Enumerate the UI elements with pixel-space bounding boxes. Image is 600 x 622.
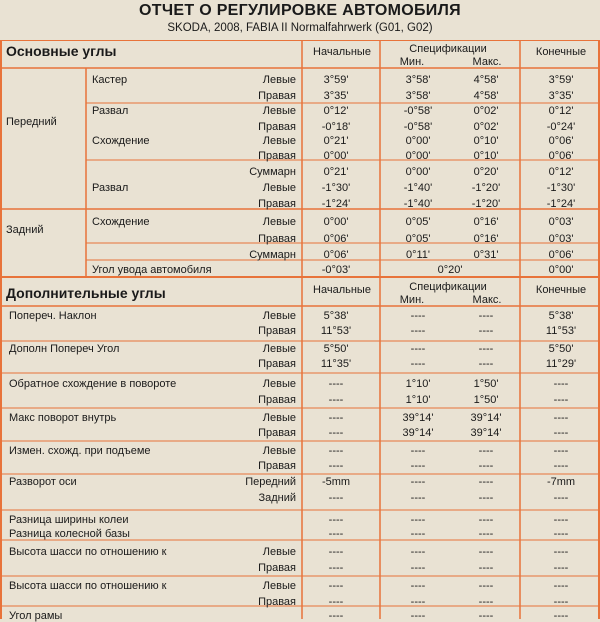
row-side-label: Суммарн [249,249,296,261]
initial-value: -1°24' [321,198,351,210]
spec-max-value: ---- [478,514,494,526]
spec-max-value: 1°50' [473,394,499,406]
final-value: ---- [553,546,569,558]
final-value: -7mm [546,476,576,488]
row-parameter-label: Развал [92,182,129,194]
row-side-label: Левые [262,182,296,194]
row-side-label: Левые [262,580,296,592]
final-value: 11°29' [545,358,577,370]
spec-max-value: ---- [478,325,494,337]
alignment-report-table [0,40,600,622]
initial-value: ---- [328,596,344,608]
final-value: ---- [553,378,569,390]
row-side-label: Правая [258,325,296,337]
extra-header-final: Конечные [535,284,587,296]
final-value: 0°12' [548,166,574,178]
row-parameter-label: Высота шасси по отношению к [9,546,167,558]
final-value: -1°24' [546,198,576,210]
final-value: -0°24' [546,121,576,133]
spec-min-value: 0°11' [405,249,431,261]
final-value: ---- [553,528,569,540]
spec-min-value: ---- [410,514,426,526]
spec-max-value: 0°02' [473,121,499,133]
row-parameter-label: Обратное схождение в повороте [9,378,177,390]
row-side-label: Левые [262,412,296,424]
spec-max-value: 0°10' [473,135,499,147]
row-side-label: Правая [258,198,296,210]
front-group-label: Передний [6,116,57,128]
initial-value: ---- [328,394,344,406]
initial-value: ---- [328,562,344,574]
row-parameter-label: Схождение [92,216,150,228]
initial-value: ---- [328,492,344,504]
final-value: 0°03' [548,216,574,228]
final-value: ---- [553,412,569,424]
thrust-angle-label: Угол увода автомобиля [92,264,212,276]
spec-max-value: ---- [478,310,494,322]
main-header-final: Конечные [535,46,587,58]
spec-min-value: 3°58' [405,90,431,102]
spec-min-value: -1°40' [403,182,433,194]
spec-max-value: ---- [478,562,494,574]
spec-max-value: 1°50' [473,378,499,390]
initial-value: 3°35' [323,90,349,102]
initial-value: ---- [328,427,344,439]
final-value: 0°03' [548,233,574,245]
spec-min-value: ---- [410,528,426,540]
final-value: 3°35' [548,90,574,102]
extra-header-max: Макс. [472,294,502,306]
row-side-label: Передний [245,476,296,488]
row-side-label: Левые [262,135,296,147]
row-side-label: Левые [262,216,296,228]
initial-value: 11°53' [320,325,352,337]
spec-max-value: ---- [478,358,494,370]
spec-min-value: 39°14' [402,412,434,424]
thrust-angle-final: 0°00' [548,264,574,276]
spec-min-value: 1°10' [405,378,431,390]
final-value: ---- [553,460,569,472]
final-value: ---- [553,562,569,574]
spec-max-value: 4°58' [473,90,499,102]
spec-min-value: ---- [410,610,426,622]
extra-section-title: Дополнительные углы [6,285,166,301]
final-value: ---- [553,427,569,439]
initial-value: 0°06' [323,249,349,261]
initial-value: 11°35' [320,358,352,370]
report-subtitle: SKODA, 2008, FABIA II Normalfahrwerk (G01, G02) [167,22,433,34]
spec-min-value: ---- [410,358,426,370]
row-side-label: Левые [262,310,296,322]
spec-min-value: 3°58' [405,74,431,86]
report-title: ОТЧЕТ О РЕГУЛИРОВКЕ АВТОМОБИЛЯ [139,2,461,19]
spec-max-value: 39°14' [470,412,502,424]
thrust-angle-spec: 0°20' [437,264,463,276]
spec-max-value: 39°14' [470,427,502,439]
initial-value: ---- [328,514,344,526]
spec-max-value: 0°10' [473,150,499,162]
initial-value: 5°38' [323,310,349,322]
initial-value: 0°21' [323,135,349,147]
extra-header-min: Мин. [399,294,425,306]
initial-value: ---- [328,412,344,424]
final-value: ---- [553,610,569,622]
row-side-label: Правая [258,394,296,406]
initial-value: ---- [328,445,344,457]
spec-max-value: ---- [478,610,494,622]
main-header-min: Мин. [399,56,425,68]
spec-max-value: ---- [478,445,494,457]
initial-value: ---- [328,528,344,540]
row-side-label: Правая [258,427,296,439]
row-side-label: Задний [258,492,296,504]
final-value: ---- [553,445,569,457]
row-side-label: Левые [262,445,296,457]
initial-value: -0°18' [321,121,351,133]
final-value: 5°38' [548,310,574,322]
spec-max-value: -1°20' [471,198,501,210]
initial-value: -5mm [321,476,351,488]
row-side-label: Правая [258,90,296,102]
row-side-label: Правая [258,562,296,574]
spec-min-value: ---- [410,476,426,488]
spec-min-value: ---- [410,310,426,322]
spec-min-value: ---- [410,460,426,472]
row-side-label: Левые [262,105,296,117]
final-value: 5°50' [548,343,574,355]
spec-max-value: ---- [478,546,494,558]
row-parameter-label: Развал [92,105,129,117]
initial-value: ---- [328,580,344,592]
row-parameter-label: Кастер [92,74,128,86]
row-side-label: Левые [262,343,296,355]
row-side-label: Правая [258,460,296,472]
main-header-max: Макс. [472,56,502,68]
row-side-label: Правая [258,233,296,245]
spec-max-value: 0°16' [473,233,499,245]
spec-min-value: -0°58' [403,105,433,117]
spec-min-value: -1°40' [403,198,433,210]
initial-value: 0°06' [323,233,349,245]
initial-value: 5°50' [323,343,349,355]
initial-value: 3°59' [323,74,349,86]
main-header-specs: Спецификации [409,43,487,55]
row-parameter-label: Макс поворот внутрь [9,412,117,424]
spec-min-value: ---- [410,546,426,558]
initial-value: -1°30' [321,182,351,194]
initial-value: ---- [328,378,344,390]
main-section-title: Основные углы [6,43,117,59]
spec-min-value: ---- [410,325,426,337]
row-side-label: Правая [258,121,296,133]
row-parameter-label: Разворот оси [9,476,77,488]
spec-max-value: 0°31' [473,249,499,261]
initial-value: ---- [328,546,344,558]
final-value: 3°59' [548,74,574,86]
spec-min-value: ---- [410,445,426,457]
final-value: 0°06' [548,249,574,261]
final-value: ---- [553,514,569,526]
final-value: ---- [553,492,569,504]
initial-value: ---- [328,460,344,472]
initial-value: 0°21' [323,166,349,178]
spec-max-value: 0°16' [473,216,499,228]
spec-min-value: ---- [410,492,426,504]
row-parameter-label: Угол рамы [9,610,63,622]
spec-min-value: -0°58' [403,121,433,133]
row-parameter-label: Разница колесной базы [9,528,130,540]
rear-group-label: Задний [6,224,44,236]
spec-max-value: ---- [478,476,494,488]
extra-header-initial: Начальные [313,284,371,296]
row-parameter-label: Схождение [92,135,150,147]
spec-max-value: 0°02' [473,105,499,117]
initial-value: 0°00' [323,150,349,162]
row-side-label: Правая [258,358,296,370]
row-side-label: Правая [258,596,296,608]
spec-max-value: 4°58' [473,74,499,86]
row-parameter-label: Попереч. Наклон [9,310,97,322]
row-side-label: Левые [262,546,296,558]
row-side-label: Левые [262,378,296,390]
spec-min-value: 0°00' [405,135,431,147]
row-parameter-label: Разница ширины колеи [9,514,129,526]
row-parameter-label: Измен. схожд. при подъеме [9,445,151,457]
spec-max-value: 0°20' [473,166,499,178]
spec-min-value: 0°05' [405,233,431,245]
spec-min-value: 1°10' [405,394,431,406]
row-side-label: Правая [258,150,296,162]
spec-min-value: 0°00' [405,150,431,162]
spec-min-value: ---- [410,343,426,355]
final-value: 0°06' [548,135,574,147]
spec-max-value: -1°20' [471,182,501,194]
thrust-angle-initial: -0°03' [321,264,351,276]
row-parameter-label: Дополн Попереч Угол [9,343,120,355]
spec-min-value: ---- [410,596,426,608]
spec-max-value: ---- [478,528,494,540]
spec-min-value: 0°00' [405,166,431,178]
spec-min-value: 39°14' [402,427,434,439]
extra-header-specs: Спецификации [409,281,487,293]
final-value: 0°06' [548,150,574,162]
row-side-label: Левые [262,74,296,86]
spec-min-value: ---- [410,562,426,574]
row-parameter-label: Высота шасси по отношению к [9,580,167,592]
initial-value: 0°12' [323,105,349,117]
final-value: -1°30' [546,182,576,194]
final-value: ---- [553,394,569,406]
spec-max-value: ---- [478,343,494,355]
row-side-label: Суммарн [249,166,296,178]
spec-max-value: ---- [478,492,494,504]
main-header-initial: Начальные [313,46,371,58]
spec-min-value: 0°05' [405,216,431,228]
final-value: 11°53' [545,325,577,337]
final-value: ---- [553,580,569,592]
spec-min-value: ---- [410,580,426,592]
initial-value: 0°00' [323,216,349,228]
final-value: 0°12' [548,105,574,117]
spec-max-value: ---- [478,460,494,472]
spec-max-value: ---- [478,580,494,592]
spec-max-value: ---- [478,596,494,608]
final-value: ---- [553,596,569,608]
initial-value: ---- [328,610,344,622]
